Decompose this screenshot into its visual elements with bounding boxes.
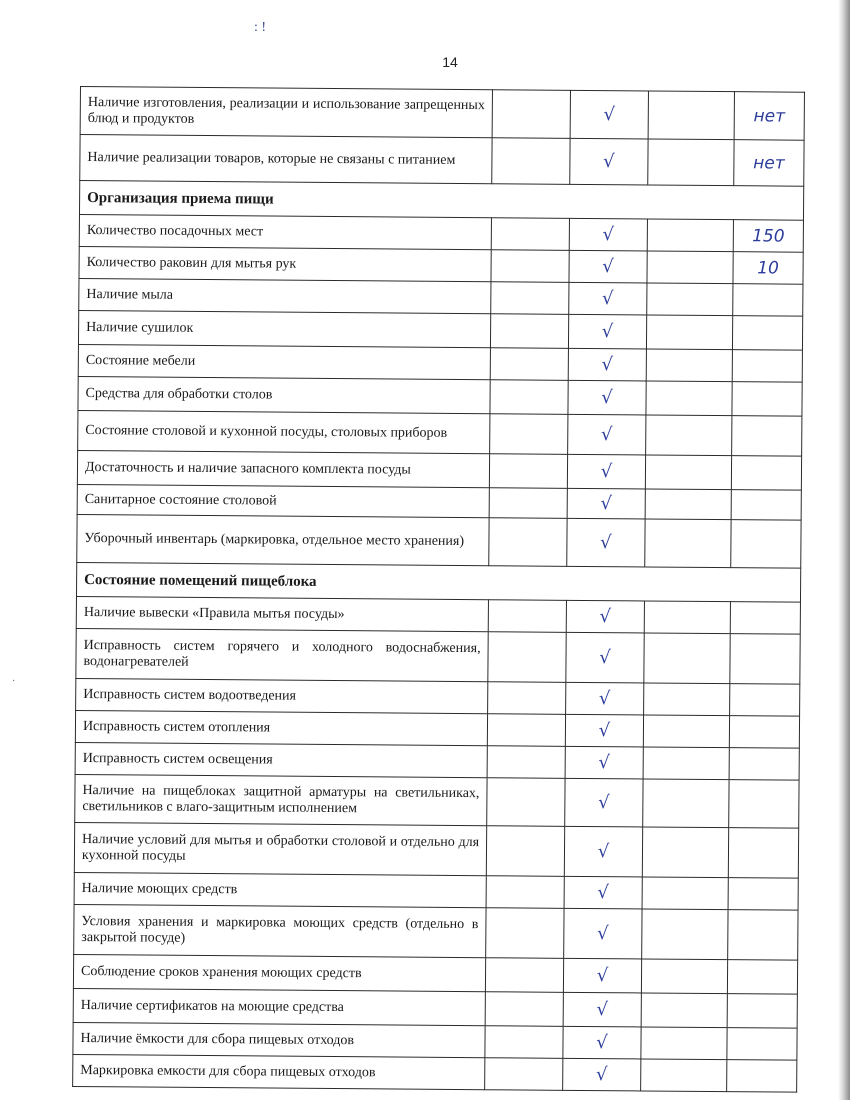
- empty-cell: [488, 682, 566, 715]
- criterion-text: Количество посадочных мест: [79, 214, 491, 249]
- empty-cell: [491, 250, 569, 283]
- empty-cell: [648, 139, 734, 186]
- empty-cell: [645, 519, 731, 568]
- empty-cell: [641, 1059, 727, 1092]
- section-heading-row: [79, 181, 803, 221]
- empty-cell: [489, 518, 567, 567]
- handwritten-note: [732, 350, 802, 383]
- checklist-row: [76, 628, 800, 684]
- scan-artifact-dot: ·: [12, 676, 16, 687]
- section-heading-row: [76, 562, 800, 602]
- check-mark: √: [569, 282, 647, 315]
- empty-cell: [485, 992, 563, 1027]
- check-mark: √: [566, 600, 644, 633]
- empty-cell: [643, 779, 729, 828]
- empty-cell: [648, 91, 734, 140]
- handwritten-note: [728, 878, 798, 911]
- empty-cell: [487, 778, 565, 827]
- check-mark: √: [565, 778, 643, 827]
- empty-cell: [489, 488, 567, 519]
- empty-cell: [641, 1027, 727, 1060]
- checklist-row: [73, 1054, 797, 1092]
- checklist-row: [77, 450, 801, 490]
- criterion-text: Исправность систем отопления: [75, 710, 487, 745]
- handwritten-note: [728, 828, 798, 879]
- empty-cell: [488, 600, 566, 633]
- check-mark: √: [569, 250, 647, 283]
- criterion-text: Маркировка емкости для сбора пищевых отходов: [73, 1054, 485, 1089]
- scan-artifact-mark: : !: [254, 20, 267, 35]
- criterion-text: Санитарное состояние столовой: [77, 484, 489, 517]
- criterion-text: Наличие реализации товаров, которые не связаны с питанием: [80, 135, 492, 184]
- criterion-text: Наличие условий для мытья и обработки столовой и отдельно для кухонной посуды: [74, 822, 486, 875]
- criterion-text: Количество раковин для мытья рук: [79, 246, 491, 281]
- empty-cell: [646, 349, 732, 382]
- checklist-row: [78, 376, 802, 416]
- checklist-row: [78, 410, 802, 456]
- empty-cell: [488, 632, 566, 683]
- inspection-checklist-table: [72, 86, 805, 1093]
- empty-cell: [644, 683, 730, 716]
- handwritten-note: [731, 520, 801, 569]
- handwritten-note: [727, 1060, 797, 1093]
- check-mark: √: [570, 138, 648, 185]
- empty-cell: [492, 90, 570, 139]
- empty-cell: [642, 909, 728, 960]
- check-mark: √: [566, 682, 644, 715]
- criterion-text: Условия хранения и маркировка моющих средств (отдельно в закрытой посуде): [74, 904, 486, 957]
- check-mark: √: [568, 348, 646, 381]
- checklist-row: [78, 310, 802, 350]
- section-heading: Состояние помещений пищеблока: [76, 562, 800, 602]
- empty-cell: [647, 251, 733, 284]
- empty-cell: [644, 601, 730, 634]
- handwritten-note: [727, 994, 797, 1029]
- empty-cell: [643, 747, 729, 780]
- handwritten-note: [730, 602, 800, 635]
- empty-cell: [646, 381, 732, 416]
- empty-cell: [485, 958, 563, 993]
- check-mark: √: [564, 908, 642, 959]
- checklist-row: [75, 774, 799, 828]
- criterion-text: Наличие на пищеблоках защитной арматуры на светильниках, светильников с влаго-защитным исполнением: [75, 774, 487, 825]
- check-mark: √: [565, 746, 643, 779]
- handwritten-note: [729, 780, 799, 829]
- empty-cell: [490, 414, 568, 455]
- criterion-text: Наличие моющих средств: [74, 872, 486, 907]
- empty-cell: [642, 827, 728, 878]
- handwritten-note: [727, 960, 797, 995]
- empty-cell: [489, 454, 567, 489]
- empty-cell: [485, 1026, 563, 1059]
- check-mark: √: [567, 518, 645, 567]
- check-mark: √: [563, 1058, 641, 1091]
- empty-cell: [492, 138, 570, 185]
- empty-cell: [642, 877, 728, 910]
- handwritten-note: [730, 684, 800, 717]
- check-mark: √: [567, 488, 645, 519]
- check-mark: √: [566, 632, 644, 683]
- handwritten-note: [731, 456, 801, 491]
- check-mark: √: [563, 958, 641, 993]
- criterion-text: Наличие мыла: [79, 278, 491, 313]
- handwritten-note: [729, 716, 799, 749]
- empty-cell: [645, 489, 731, 520]
- check-mark: √: [568, 414, 646, 455]
- check-mark: √: [567, 454, 645, 489]
- empty-cell: [485, 1058, 563, 1091]
- criterion-text: Состояние столовой и кухонной посуды, столовых приборов: [78, 410, 490, 453]
- empty-cell: [491, 282, 569, 315]
- criterion-text: Исправность систем освещения: [75, 742, 487, 777]
- handwritten-note: [728, 910, 798, 961]
- checklist-row: [73, 988, 797, 1028]
- handwritten-note: [733, 284, 803, 317]
- checklist-row: [73, 954, 797, 994]
- criterion-text: Наличие сертификатов на моющие средства: [73, 988, 485, 1025]
- handwritten-note: 10: [733, 252, 803, 285]
- criterion-text: Наличие сушилок: [78, 310, 490, 347]
- handwritten-note: [732, 382, 802, 417]
- handwritten-note: [732, 316, 802, 351]
- empty-cell: [487, 714, 565, 747]
- empty-cell: [491, 218, 569, 251]
- handwritten-note: [727, 1028, 797, 1061]
- criterion-text: Соблюдение сроков хранения моющих средств: [73, 954, 485, 991]
- handwritten-note: [730, 634, 800, 685]
- empty-cell: [490, 380, 568, 415]
- check-mark: √: [568, 314, 646, 349]
- check-mark: √: [563, 1026, 641, 1059]
- empty-cell: [645, 455, 731, 490]
- empty-cell: [646, 415, 732, 456]
- checklist-row: [80, 87, 804, 141]
- empty-cell: [643, 715, 729, 748]
- checklist-row: [74, 822, 798, 878]
- handwritten-note: [731, 490, 801, 521]
- empty-cell: [647, 283, 733, 316]
- checklist-row: [77, 514, 801, 568]
- empty-cell: [641, 959, 727, 994]
- criterion-text: Достаточность и наличие запасного комплекта посуды: [77, 450, 489, 487]
- empty-cell: [647, 219, 733, 252]
- check-mark: √: [563, 992, 641, 1027]
- criterion-text: Наличие вывески «Правила мытья посуды»: [76, 596, 488, 631]
- checklist-row: [80, 135, 804, 187]
- checklist-row: [74, 904, 798, 960]
- handwritten-note: нет: [734, 140, 804, 187]
- criterion-text: Состояние мебели: [78, 344, 490, 379]
- handwritten-note: [729, 748, 799, 781]
- check-mark: √: [564, 826, 642, 877]
- empty-cell: [486, 826, 564, 877]
- empty-cell: [486, 876, 564, 909]
- check-mark: √: [564, 876, 642, 909]
- handwritten-note: [732, 416, 802, 457]
- checklist-body: [73, 87, 805, 1093]
- handwritten-note: нет: [734, 92, 804, 141]
- empty-cell: [490, 314, 568, 349]
- empty-cell: [486, 908, 564, 959]
- check-mark: √: [569, 218, 647, 251]
- criterion-text: Уборочный инвентарь (маркировка, отдельное место хранения): [77, 514, 489, 565]
- scan-edge-shadow: [838, 0, 850, 1100]
- section-heading: Организация приема пищи: [79, 181, 803, 221]
- criterion-text: Наличие изготовления, реализации и использование запрещенных блюд и продуктов: [80, 87, 492, 138]
- page-number: 14: [442, 54, 458, 70]
- criterion-text: Исправность систем водоотведения: [76, 678, 488, 713]
- empty-cell: [646, 315, 732, 350]
- criterion-text: Наличие ёмкости для сбора пищевых отходов: [73, 1022, 485, 1057]
- empty-cell: [641, 993, 727, 1028]
- criterion-text: Исправность систем горячего и холодного водоснабжения, водонагревателей: [76, 628, 488, 681]
- check-mark: √: [570, 90, 648, 139]
- check-mark: √: [568, 380, 646, 415]
- criterion-text: Средства для обработки столов: [78, 376, 490, 413]
- empty-cell: [644, 633, 730, 684]
- empty-cell: [487, 746, 565, 779]
- handwritten-note: 150: [733, 220, 803, 253]
- empty-cell: [490, 348, 568, 381]
- check-mark: √: [565, 714, 643, 747]
